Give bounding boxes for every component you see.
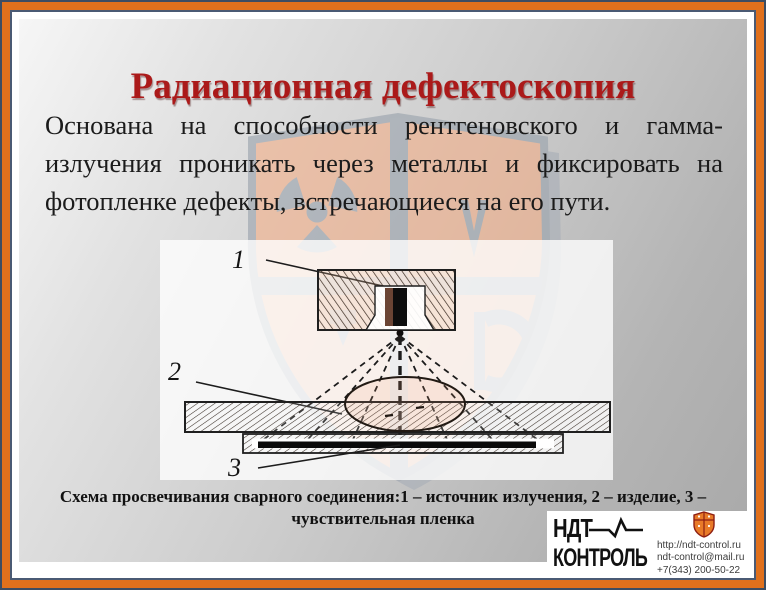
source-shade	[385, 288, 393, 326]
slide-background	[19, 19, 747, 562]
company-name	[553, 513, 657, 573]
slide-title: Радиационная дефектоскопия	[130, 66, 636, 107]
body-line-3: фотопленке дефекты, встречающиеся на его пути.	[45, 186, 611, 216]
frame-navy-line	[10, 10, 756, 580]
diagram-label-film: 3	[228, 453, 241, 480]
body-text	[45, 106, 723, 220]
frame-white-mat	[12, 12, 754, 578]
logo-text-ndt: НДТ	[553, 513, 593, 543]
focal-point	[397, 330, 404, 337]
diagram-label-source: 1	[232, 245, 245, 274]
diagram-label-item: 2	[168, 357, 181, 386]
website-text: http://ndt-control.ru	[657, 539, 741, 551]
weld-bead	[345, 377, 465, 431]
logo-text-kontrol: КОНТРОЛЬ	[553, 543, 648, 572]
pulse-line-icon	[587, 516, 645, 542]
body-line-1: Основана на способности рентгеновского и гамма-	[45, 110, 723, 140]
company-logo-block	[547, 511, 754, 577]
frame-orange	[2, 2, 764, 588]
email-text: ndt-control@mail.ru	[657, 552, 745, 564]
caption-line-1: Схема просвечивания сварного соединения:1 – источник излучения, 2 – изделие, 3 –	[59, 487, 707, 506]
radiography-diagram	[160, 240, 613, 480]
phone-text: +7(343) 200-50-22	[657, 564, 741, 576]
mini-shield-icon	[693, 511, 715, 538]
caption-line-2: чувствительная пленка	[291, 509, 475, 528]
body-line-2: излучения проникать через металлы и фиксировать на	[45, 148, 723, 178]
source-rod	[393, 288, 407, 326]
